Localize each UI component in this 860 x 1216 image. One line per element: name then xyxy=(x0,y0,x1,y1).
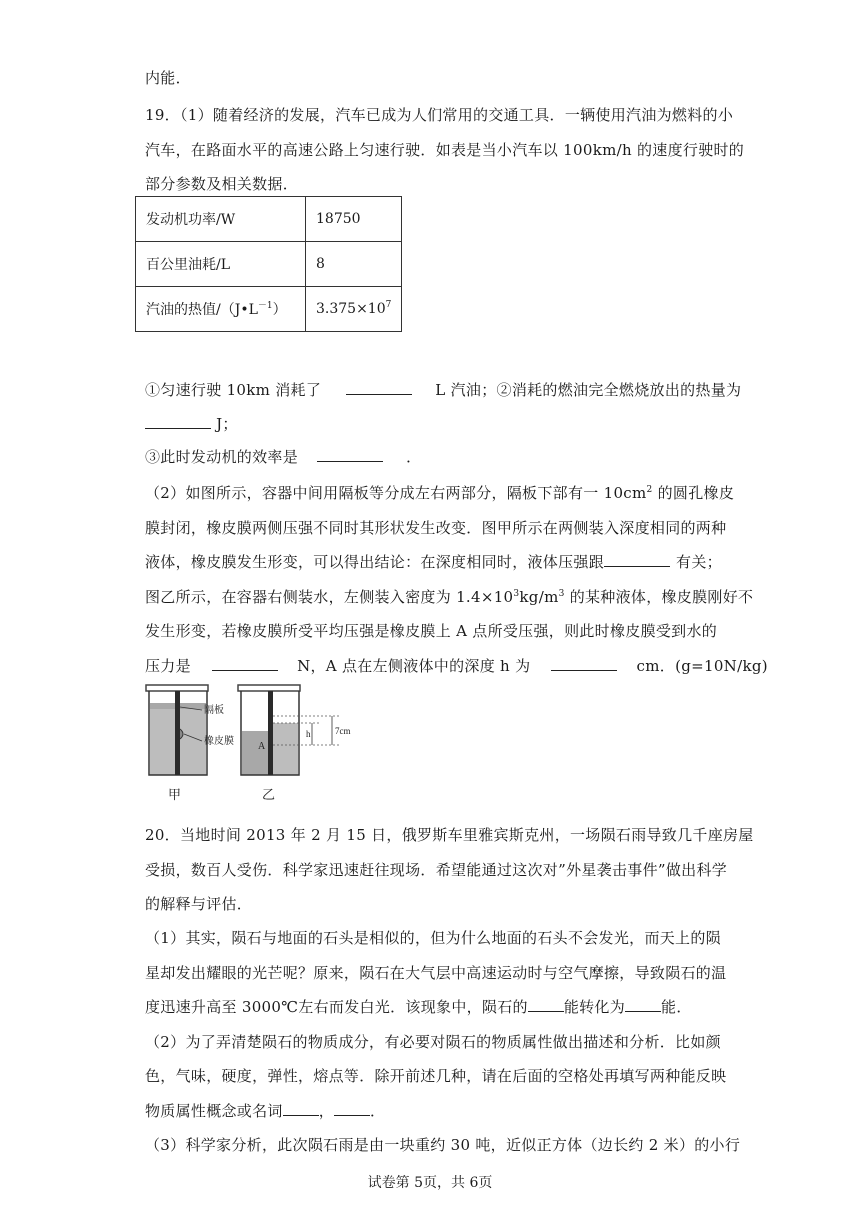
text-part: 图乙所示，在容器右侧装水，左侧装入密度为 1.4×10 xyxy=(145,588,514,606)
answer-blank xyxy=(346,380,412,395)
label-h: h xyxy=(306,729,311,739)
text-line: 色，气味，硬度，弹性，熔点等．除开前述几种，请在后面的空格处再填写两种能反映 xyxy=(145,1067,727,1085)
text-line: 部分参数及相关数据． xyxy=(145,175,299,193)
text-part: 能转化为 xyxy=(563,998,626,1016)
value-sup: 7 xyxy=(385,300,392,310)
label-jia: 甲 xyxy=(168,788,182,803)
text-line xyxy=(145,656,768,676)
text-line xyxy=(145,414,725,434)
superscript: 3 xyxy=(513,589,520,599)
label-point-a: A xyxy=(258,741,266,752)
table-cell-value: 8 xyxy=(306,242,402,287)
label-membrane: 橡皮膜 xyxy=(204,736,234,747)
text-part: 物质属性概念或名词 xyxy=(145,1102,283,1120)
answer-blank xyxy=(283,1101,319,1116)
text-part: 液体，橡皮膜发生形变，可以得出结论：在深度相同时，液体压强跟 xyxy=(145,553,605,571)
text-part: ①匀速行驶 10km 消耗了 xyxy=(145,381,322,399)
page-footer: 试卷第 5页，共 6页 xyxy=(367,1175,493,1191)
text-line xyxy=(145,587,754,607)
text-part: 有关； xyxy=(676,553,722,571)
liquid-right-yi xyxy=(272,723,298,775)
text-part: cm．(g=10N/kg) xyxy=(636,657,768,675)
partition-jia xyxy=(175,691,180,775)
table-cell-value xyxy=(306,287,402,332)
partition-yi xyxy=(268,691,273,775)
text-line: （1）其实，陨石与地面的石头是相似的，但为什么地面的石头不会发光，而天上的陨 xyxy=(145,929,721,947)
text-part: 的圆孔橡皮 xyxy=(652,484,735,502)
text-line: 汽车，在路面水平的高速公路上匀速行驶．如表是当小汽车以 100km/h 的速度行驶时的 xyxy=(145,141,745,159)
text-line: 发生形变，若橡皮膜所受平均压强是橡皮膜上 A 点所受压强，则此时橡皮膜受到水的 xyxy=(145,622,718,640)
text-part: N，A 点在左侧液体中的深度 h 为 xyxy=(297,657,531,675)
answer-blank xyxy=(212,656,278,671)
label-yi: 乙 xyxy=(262,788,276,803)
label-7cm: 7cm xyxy=(335,726,351,736)
question-19-text: 19．（1）随着经济的发展，汽车已成为人们常用的交通工具．一辆使用汽油为燃料的小 xyxy=(145,106,734,124)
text-line xyxy=(145,380,742,400)
text-line xyxy=(145,483,735,503)
answer-blank xyxy=(334,1101,370,1116)
text-part: ③此时发动机的效率是 xyxy=(145,448,299,466)
answer-blank xyxy=(145,414,211,429)
label-end: ） xyxy=(272,302,287,318)
text-line xyxy=(145,1101,725,1121)
text-line: （2）为了弄清楚陨石的物质成分，有必要对陨石的物质属性做出描述和分析．比如颜 xyxy=(145,1033,721,1051)
table-row xyxy=(136,287,402,332)
table-row xyxy=(136,197,402,242)
text-line: 膜封闭，橡皮膜两侧压强不同时其形状发生改变．图甲所示在两侧装入深度相同的两种 xyxy=(145,519,727,537)
label-partition: 隔板 xyxy=(204,705,224,716)
text-part: ． xyxy=(370,1102,386,1120)
text-part: 度迅速升高至 3000℃左右而发白光．该现象中，陨石的 xyxy=(145,998,528,1016)
text-part: ． xyxy=(406,448,422,466)
label-sup: －1 xyxy=(257,301,273,311)
text-part: 能． xyxy=(661,998,692,1016)
table-cell-label xyxy=(136,287,306,332)
text-line: 星却发出耀眼的光芒呢？原来，陨石在大气层中高速运动时与空气摩擦，导致陨石的温 xyxy=(145,964,727,982)
lid-jia xyxy=(146,685,208,691)
question-20-text: 20．当地时间 2013 年 2 月 15 日，俄罗斯车里雅宾斯克州，一场陨石雨导致几千座房屋 xyxy=(145,826,754,844)
text-line xyxy=(145,997,725,1017)
text-line: 受损，数百人受伤．科学家迅速赶往现场．希望能通过这次对”外星袭击事件”做出科学 xyxy=(145,861,728,879)
answer-blank xyxy=(625,997,661,1012)
text-line: （3）科学家分析，此次陨石雨是由一块重约 30 吨，近似正方体（边长约 2 米）的小行 xyxy=(145,1136,741,1154)
table-row xyxy=(136,242,402,287)
answer-blank xyxy=(317,447,383,462)
text-part: 压力是 xyxy=(145,657,191,675)
text-part: ， xyxy=(318,1102,335,1120)
table-cell-value: 18750 xyxy=(306,197,402,242)
text-line: 的解释与评估． xyxy=(145,895,253,913)
text-part: （2）如图所示，容器中间用隔板等分成左右两部分，隔板下部有一 10cm xyxy=(145,484,647,502)
answer-blank xyxy=(604,552,670,567)
answer-blank xyxy=(528,997,564,1012)
text-line xyxy=(145,552,725,572)
container-figure xyxy=(140,683,370,805)
table-cell-label: 百公里油耗/L xyxy=(136,242,306,287)
text-line: 内能． xyxy=(145,69,191,87)
text-part: J； xyxy=(216,415,238,433)
superscript: 2 xyxy=(646,485,653,495)
superscript: 3 xyxy=(558,589,565,599)
value-main: 3.375×10 xyxy=(316,301,386,317)
parameters-table xyxy=(135,196,402,332)
label-main: 汽油的热值/（J•L xyxy=(146,302,258,318)
liquid-left-yi xyxy=(242,731,268,775)
text-part: kg/m xyxy=(519,588,559,606)
text-part: 的某种液体，橡皮膜刚好不 xyxy=(564,588,754,606)
lid-yi xyxy=(238,685,300,691)
answer-blank xyxy=(551,656,617,671)
text-line xyxy=(145,447,725,467)
table-cell-label: 发动机功率/W xyxy=(136,197,306,242)
text-part: L 汽油；②消耗的燃油完全燃烧放出的热量为 xyxy=(435,381,742,399)
